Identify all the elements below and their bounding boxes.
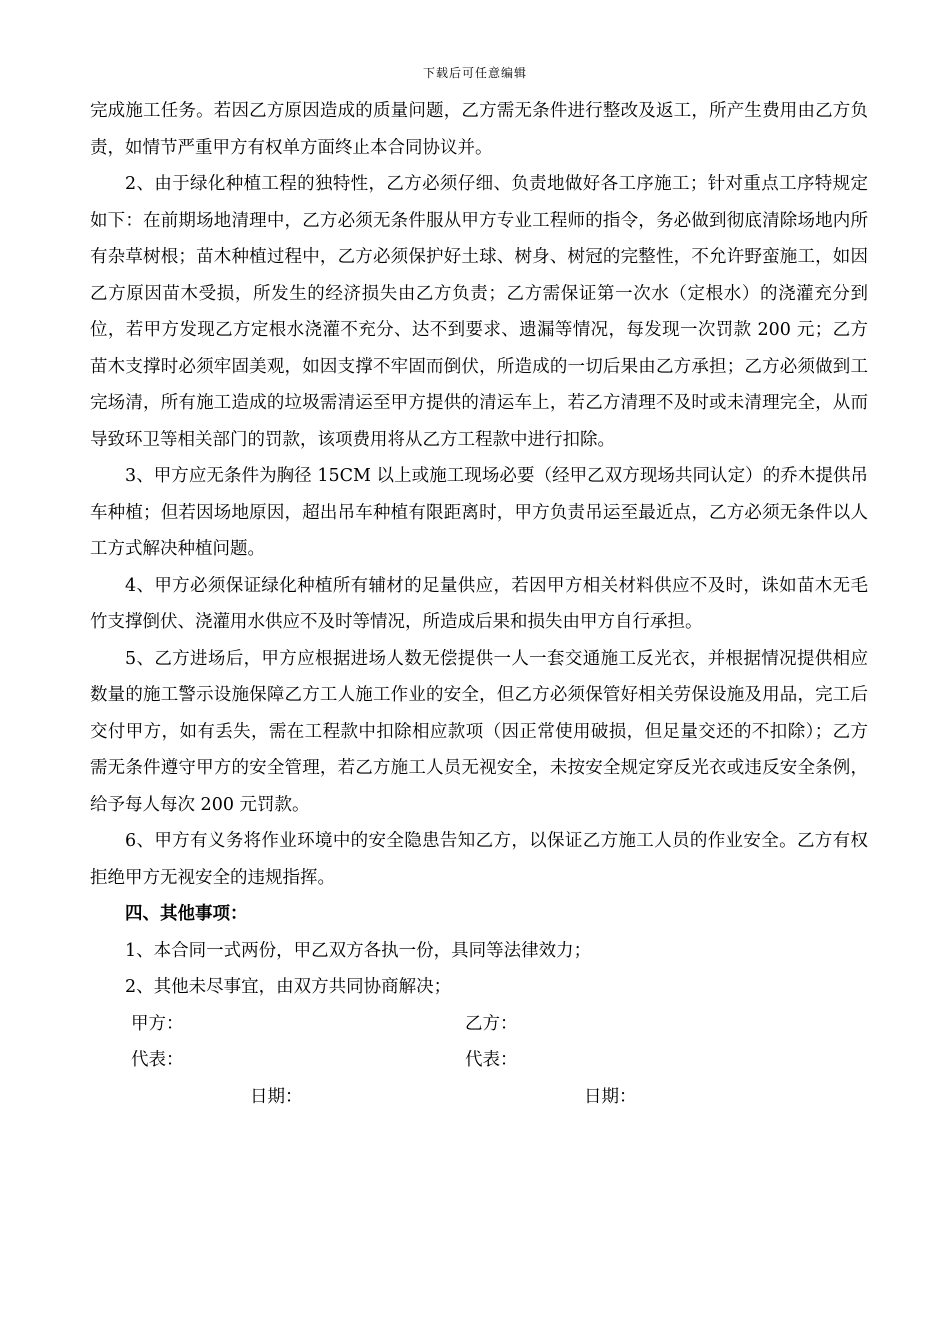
signature-date-row: [90, 1079, 868, 1116]
date-b-label: 日期：: [584, 1086, 637, 1107]
page-header-note: 下载后可任意编辑: [422, 66, 527, 80]
party-a-label: 甲方：: [131, 1013, 184, 1034]
paragraph-continuation: 完成施工任务。若因乙方原因造成的质量问题，乙方需无条件进行整改及返工，所产生费用由乙方负责，如情节严重甲方有权单方面终止本合同协议并。: [90, 101, 868, 158]
section-4-heading: 四、其他事项：: [125, 904, 248, 924]
clause-6: 6、甲方有义务将作业环境中的安全隐患告知乙方，以保证乙方施工人员的作业安全。乙方有权拒绝甲方无视安全的违规指挥。: [90, 831, 868, 888]
contract-body: [90, 93, 868, 1115]
clause-2: 2、由于绿化种植工程的独特性，乙方必须仔细、负责地做好各工序施工；针对重点工序特规定如下：在前期场地清理中，乙方必须无条件服从甲方专业工程师的指令，务必做到彻底清除场地内所有杂草树根；苗木种植过程中，乙方必须保护好土球、树身、树冠的完整性，不允许野蛮施工，如因乙方原因苗木受损，所发生的经济损失由乙方负责；乙方需保证第一次水（定根水）的浇灌充分到位，若甲方发现乙方定根水浇灌不充分、达不到要求、遗漏等情况，每发现一次罚款 200 元；乙方苗木支撑时必须牢固美观，如因支撑不牢固而倒伏，所造成的一切后果由乙方承担；乙方必须做到工完场清，所有施工造成的垃圾需清运至甲方提供的清运车上，若乙方清理不及时或未清理完全，从而导致环卫等相关部门的罚款，该项费用将从乙方工程款中进行扣除。: [90, 174, 868, 450]
signature-rep-row: [90, 1042, 868, 1079]
section-4-item-1: 1、本合同一式两份，甲乙双方各执一份，具同等法律效力；: [125, 940, 592, 961]
rep-b-label: 代表：: [465, 1050, 518, 1070]
party-b-label: 乙方：: [465, 1013, 518, 1034]
clause-5: 5、乙方进场后，甲方应根据进场人数无偿提供一人一套交通施工反光衣，并根据情况提供相应数量的施工警示设施保障乙方工人施工作业的安全，但乙方必须保管好相关劳保设施及用品，完工后交付甲方，如有丢失，需在工程款中扣除相应款项（因正常使用破损，但足量交还的不扣除）；乙方需无条件遵守甲方的安全管理，若乙方施工人员无视安全，未按安全规定穿反光衣或违反安全条例，给予每人每次 200 元罚款。: [90, 648, 868, 815]
clause-4: 4、甲方必须保证绿化种植所有辅材的足量供应，若因甲方相关材料供应不及时，诛如苗木无毛竹支撑倒伏、浇灌用水供应不及时等情况，所造成后果和损失由甲方自行承担。: [90, 575, 868, 632]
section-4-item-2: 2、其他未尽事宜，由双方共同协商解决；: [125, 977, 452, 997]
date-a-label: 日期：: [250, 1086, 303, 1107]
clause-3: 3、甲方应无条件为胸径 15CM 以上或施工现场必要（经甲乙双方现场共同认定）的乔木提供吊车种植；但若因场地原因，超出吊车种植有限距离时，甲方负责吊运至最近点，乙方必须无条件以人工方式解决种植问题。: [90, 466, 868, 559]
rep-a-label: 代表：: [131, 1050, 184, 1070]
signature-party-row: [90, 1006, 868, 1043]
